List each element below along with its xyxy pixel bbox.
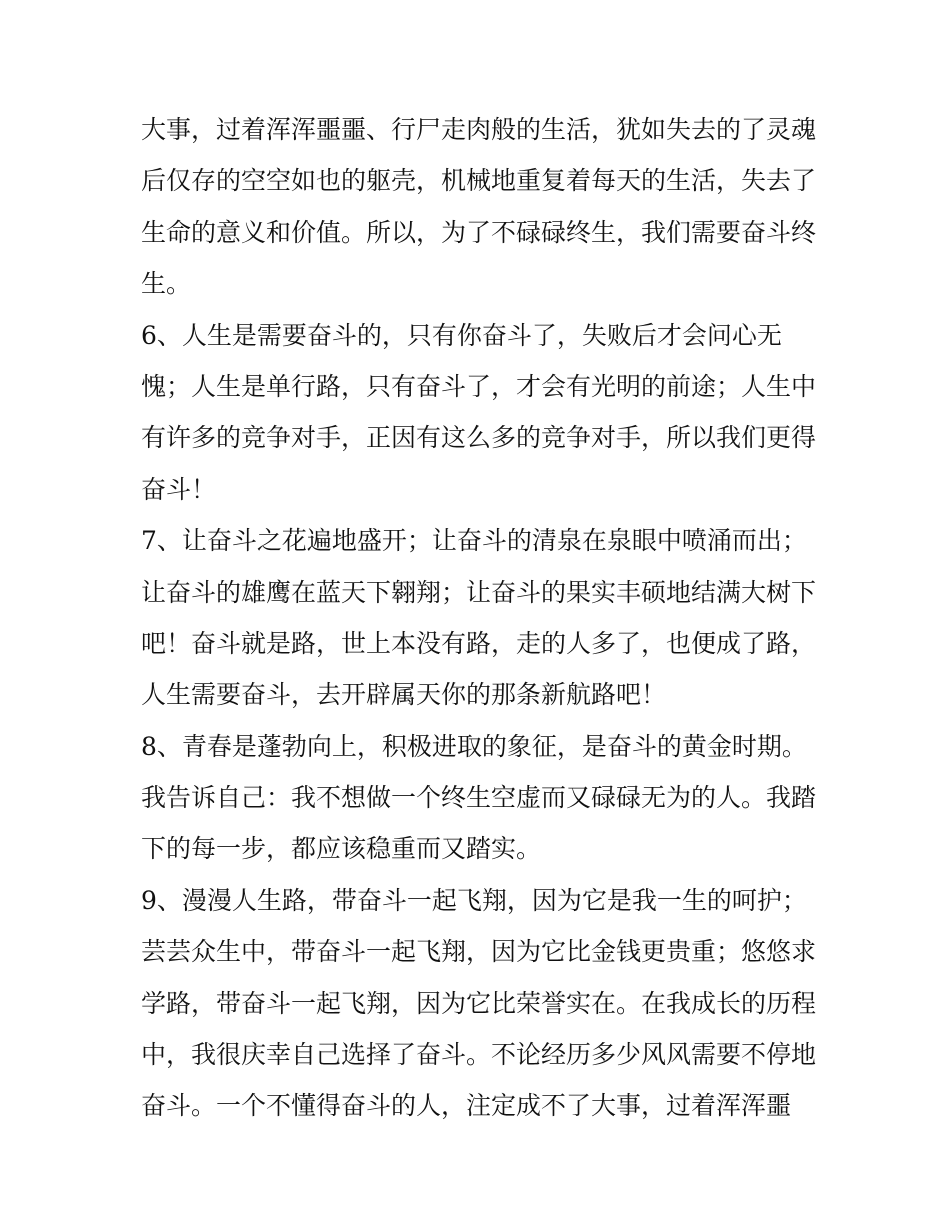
text-line: 奋斗。一个不懂得奋斗的人，注定成不了大事，过着浑浑噩: [141, 1091, 792, 1121]
text-line: 生命的意义和价值。所以，为了不碌碌终生，我们需要奋斗终: [141, 217, 817, 247]
text-line: 愧；人生是单行路，只有奋斗了，才会有光明的前途；人生中: [141, 371, 817, 401]
text-line: 7、让奋斗之花遍地盛开；让奋斗的清泉在泉眼中喷涌而出；: [141, 526, 807, 556]
text-line: 后仅存的空空如也的躯壳，机械地重复着每天的生活，失去了: [141, 166, 817, 196]
text-line: 生。: [141, 269, 192, 299]
text-line: 8、青春是蓬勃向上，积极进取的象征，是奋斗的黄金时期。: [141, 731, 807, 761]
text-line: 让奋斗的雄鹰在蓝天下翱翔；让奋斗的果实丰硕地结满大树下: [141, 577, 817, 607]
text-line: 6、人生是需要奋斗的，只有你奋斗了，失败后才会问心无: [141, 320, 782, 350]
text-line: 中，我很庆幸自己选择了奋斗。不论经历多少风风需要不停地: [141, 1040, 817, 1070]
text-line: 有许多的竞争对手，正因有这么多的竞争对手，所以我们更得: [141, 423, 817, 453]
text-line: 9、漫漫人生路，带奋斗一起飞翔，因为它是我一生的呵护；: [141, 885, 807, 915]
text-line: 人生需要奋斗，去开辟属天你的那条新航路吧！: [141, 680, 667, 710]
text-line: 芸芸众生中，带奋斗一起飞翔，因为它比金钱更贵重；悠悠求: [141, 937, 817, 967]
text-line: 下的每一步，都应该稳重而又踏实。: [141, 834, 542, 864]
text-line: 我告诉自己：我不想做一个终生空虚而又碌碌无为的人。我踏: [141, 783, 817, 813]
text-line: 大事，过着浑浑噩噩、行尸走肉般的生活，犹如失去的了灵魂: [141, 115, 817, 144]
text-line: 奋斗！: [141, 474, 217, 504]
text-line: 吧！奋斗就是路，世上本没有路，走的人多了，也便成了路，: [141, 628, 817, 658]
body-text: [141, 104, 821, 1132]
text-line: 学路，带奋斗一起飞翔，因为它比荣誉实在。在我成长的历程: [141, 988, 817, 1018]
